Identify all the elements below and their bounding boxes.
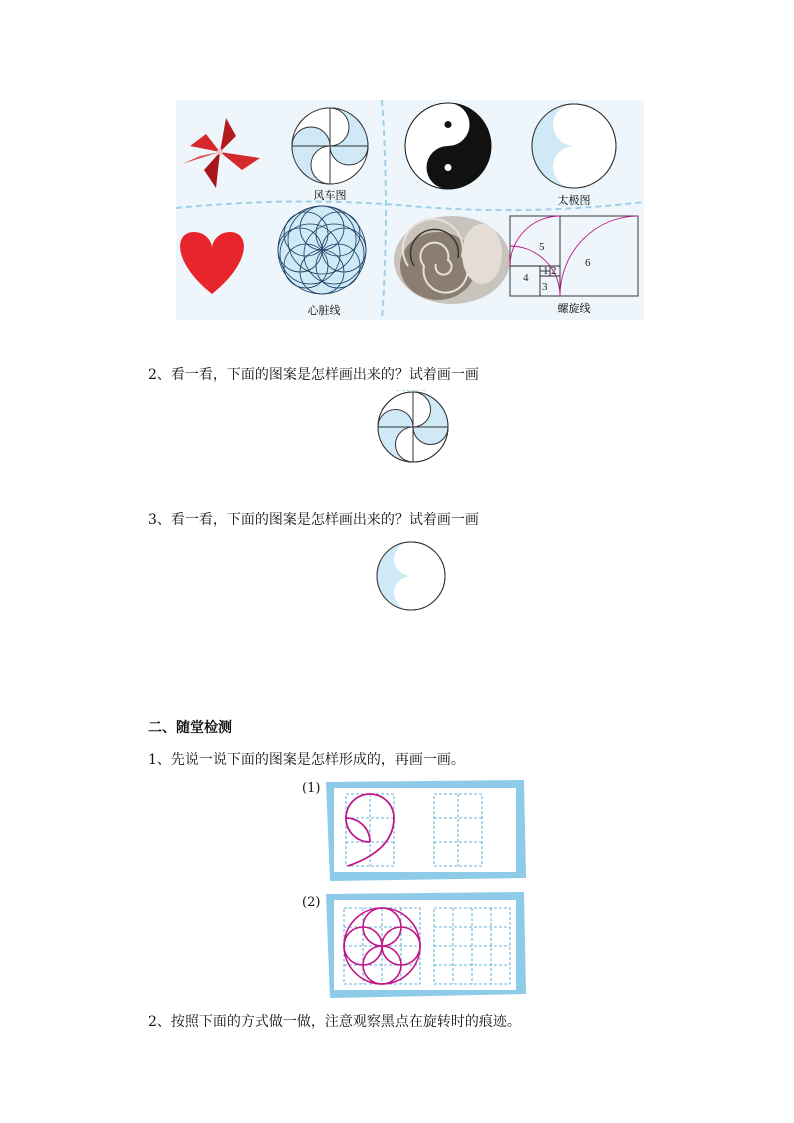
spiral-number: 6 — [585, 257, 591, 269]
cardioid-diagram — [278, 206, 366, 294]
panel-label-2: (2) — [302, 895, 321, 910]
spiral-caption: 螺旋线 — [557, 302, 591, 315]
spiral-number: 3 — [542, 281, 548, 293]
test-question-1: 1、先说一说下面的图案是怎样形成的，再画一画。 — [148, 752, 465, 768]
taiji-diagram — [532, 104, 616, 188]
question-2: 2、看一看，下面的图案是怎样画出来的？试着画一画 — [148, 367, 479, 383]
taiji-figure — [375, 540, 447, 612]
spiral-number: 4 — [523, 272, 529, 284]
heart-caption: 心脏线 — [307, 304, 341, 317]
spiral-number: 1 — [543, 265, 549, 277]
spiral-number: 2 — [551, 265, 557, 277]
test-question-2: 2、按照下面的方式做一做，注意观察黑点在旋转时的痕迹。 — [148, 1014, 521, 1030]
yinyang-black — [405, 103, 491, 189]
pinwheel-caption: 风车图 — [313, 189, 347, 202]
question-3: 3、看一看，下面的图案是怎样画出来的？试着画一画 — [148, 512, 479, 528]
exercise-panel-2 — [290, 890, 530, 1000]
figure-panel — [176, 100, 644, 320]
section-title: 二、随堂检测 — [148, 720, 232, 736]
panel-label-1: (1) — [302, 781, 321, 796]
figure-panel-graphic — [176, 100, 644, 320]
taiji-caption: 太极图 — [557, 194, 591, 207]
pinwheel-figure — [376, 390, 450, 464]
spiral-number: 5 — [539, 241, 545, 253]
nautilus-shell — [394, 216, 510, 304]
exercise-panel-1 — [290, 778, 530, 883]
pinwheel-diagram — [292, 108, 368, 184]
